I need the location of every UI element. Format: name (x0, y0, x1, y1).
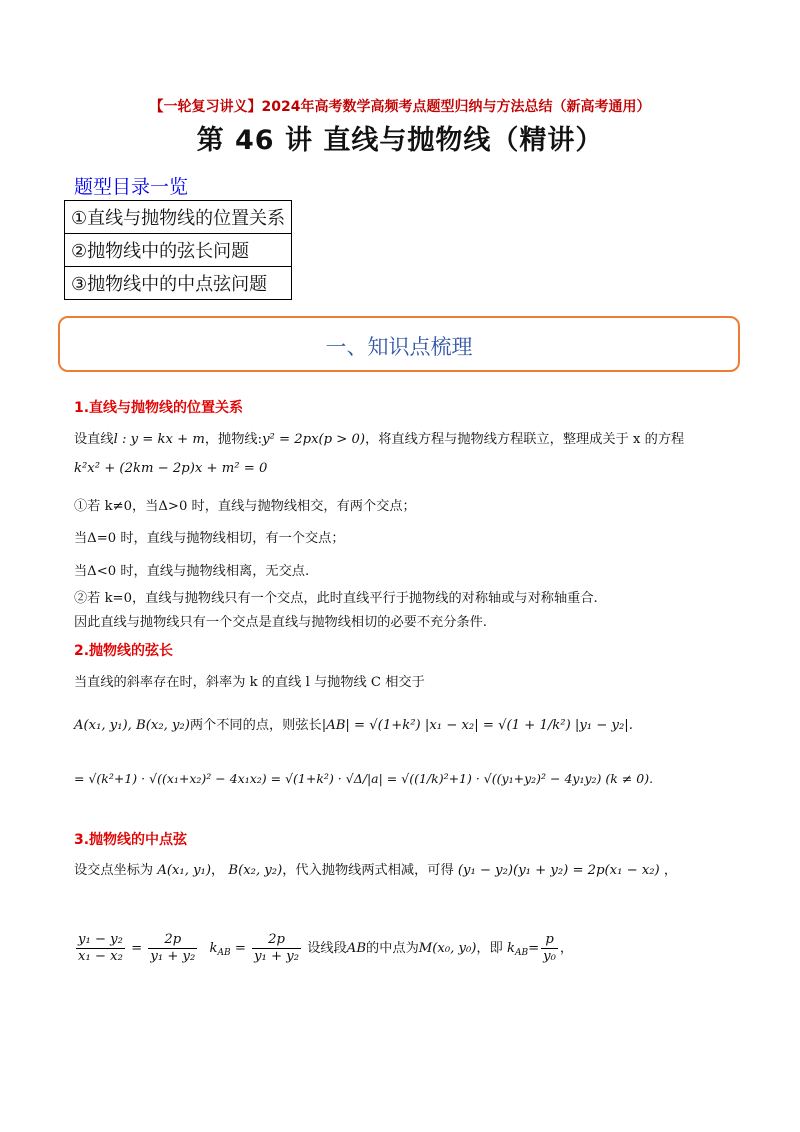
difference-equation: (y₁ − y₂)(y₁ + y₂) = 2p(x₁ − x₂) (457, 863, 660, 878)
slope-fraction-4 (541, 932, 558, 965)
case-1: ①若 k≠0，当Δ>0 时，直线与抛物线相交，有两个交点； (74, 499, 416, 514)
text: 设线段 (307, 941, 347, 956)
part2-heading: 2.抛物线的弦长 (74, 643, 174, 659)
case-3: 当Δ<0 时，直线与抛物线相离，无交点. (74, 564, 310, 579)
parabola-equation: y² = 2px(p > 0) (262, 432, 366, 447)
chord-length-line (74, 717, 633, 735)
text: 两个不同的点，则弦长 (189, 718, 322, 733)
fraction-denominator: y₀ (543, 949, 556, 964)
part1-heading: 1.直线与抛物线的位置关系 (74, 400, 244, 416)
section-title: 一、知识点梳理 (325, 335, 473, 359)
lecture-title: 第 46 讲 直线与抛物线（精讲） (196, 125, 604, 156)
text: ，即 (476, 941, 503, 956)
chord-formula-2 (74, 770, 653, 788)
fraction-denominator: x₁ − x₂ (78, 949, 123, 964)
text: 的中点为 (366, 941, 419, 956)
fraction-numerator: 2p (148, 932, 197, 949)
text: ， (559, 941, 574, 956)
fraction-numerator: y₁ − y₂ (78, 932, 123, 947)
toc-item: ③抛物线中的中点弦问题 (65, 267, 292, 300)
text: ， (663, 863, 678, 878)
slope-fraction (76, 932, 125, 965)
toc-item: ①直线与抛物线的位置关系 (65, 201, 292, 234)
fraction-denominator: y₁ + y₂ (254, 949, 300, 964)
toc-table (64, 200, 292, 300)
fraction-numerator: 2p (252, 932, 301, 949)
toc-heading: 题型目录一览 (74, 176, 189, 198)
line-equation: l : y = kx + m (113, 432, 205, 447)
k-subscript: AB (217, 948, 231, 958)
fraction-denominator: y₁ + y₂ (150, 949, 196, 964)
text: 设交点坐标为 (74, 863, 154, 878)
part1-line1 (74, 431, 684, 449)
segment-ab: AB (346, 941, 367, 956)
point-b: B(x₂, y₂) (228, 863, 283, 878)
slope-fraction-3 (252, 932, 301, 965)
quadratic-equation (74, 460, 267, 478)
k-symbol: k (209, 941, 218, 956)
chord-formula-1: |AB| = √(1+k²) |x₁ − x₂| = √(1 + 1/k²) |y₁ − y₂|. (321, 718, 633, 733)
toc-item: ②抛物线中的弦长问题 (65, 234, 292, 267)
case-4: ②若 k=0，直线与抛物线只有一个交点，此时直线平行于抛物线的对称轴或与对称轴重合. (74, 591, 598, 606)
fraction-numerator: p (541, 932, 558, 949)
part2-intro: 当直线的斜率存在时，斜率为 k 的直线 l 与抛物线 C 相交于 (74, 675, 425, 690)
k-ab-2 (507, 941, 528, 956)
case-2: 当Δ=0 时，直线与抛物线相切，有一个交点； (74, 531, 345, 546)
midpoint-m: M(x₀, y₀) (418, 941, 477, 956)
k-subscript: AB (514, 948, 529, 958)
points-ab: A(x₁, y₁), B(x₂, y₂) (74, 718, 190, 733)
midpoint-line-2: $\frac{\text{y₁ − y₂}}{\text{x₁ − x₂}}$ = $\frac{2p}{\text{y₁ + y₂}}$ $k_{AB}$ = $\frac{2p}{\text{y₁ + y₂}}$ 设线段AB的中点为M(x₀, y₀)，即 $k_{AB}=$ $\frac{p}{\text{y₀}}$ ， (78, 932, 574, 964)
text: ，将直线方程与抛物线方程联立，整理成关于 x 的方程 (365, 432, 685, 447)
text: ，抛物线: (204, 432, 263, 447)
conclusion: 因此直线与抛物线只有一个交点是直线与抛物线相切的必要不充分条件. (74, 615, 488, 630)
k-ab (210, 941, 231, 956)
slope-fraction-2 (148, 932, 197, 965)
text: ， (211, 863, 225, 878)
quadratic-equation-text: k²x² + (2km − 2p)x + m² = 0 (74, 461, 268, 476)
text: ，代入抛物线两式相减，可得 (282, 863, 454, 878)
k-symbol: k (506, 941, 515, 956)
point-a: A(x₁, y₁) (157, 863, 211, 878)
part3-heading: 3.抛物线的中点弦 (74, 832, 188, 848)
midpoint-line-1 (74, 862, 677, 880)
text: 设直线 (74, 432, 114, 447)
series-title: 【一轮复习讲义】2024年高考数学高频考点题型归纳与方法总结（新高考通用） (149, 99, 651, 115)
chord-formula-2-text: = √(k²+1) · √((x₁+x₂)² − 4x₁x₂) = √(1+k²) · √Δ/|a| = √((1/k)²+1) · √((y₁+y₂)² − 4y₁y₂) (k ≠ 0). (74, 771, 654, 786)
